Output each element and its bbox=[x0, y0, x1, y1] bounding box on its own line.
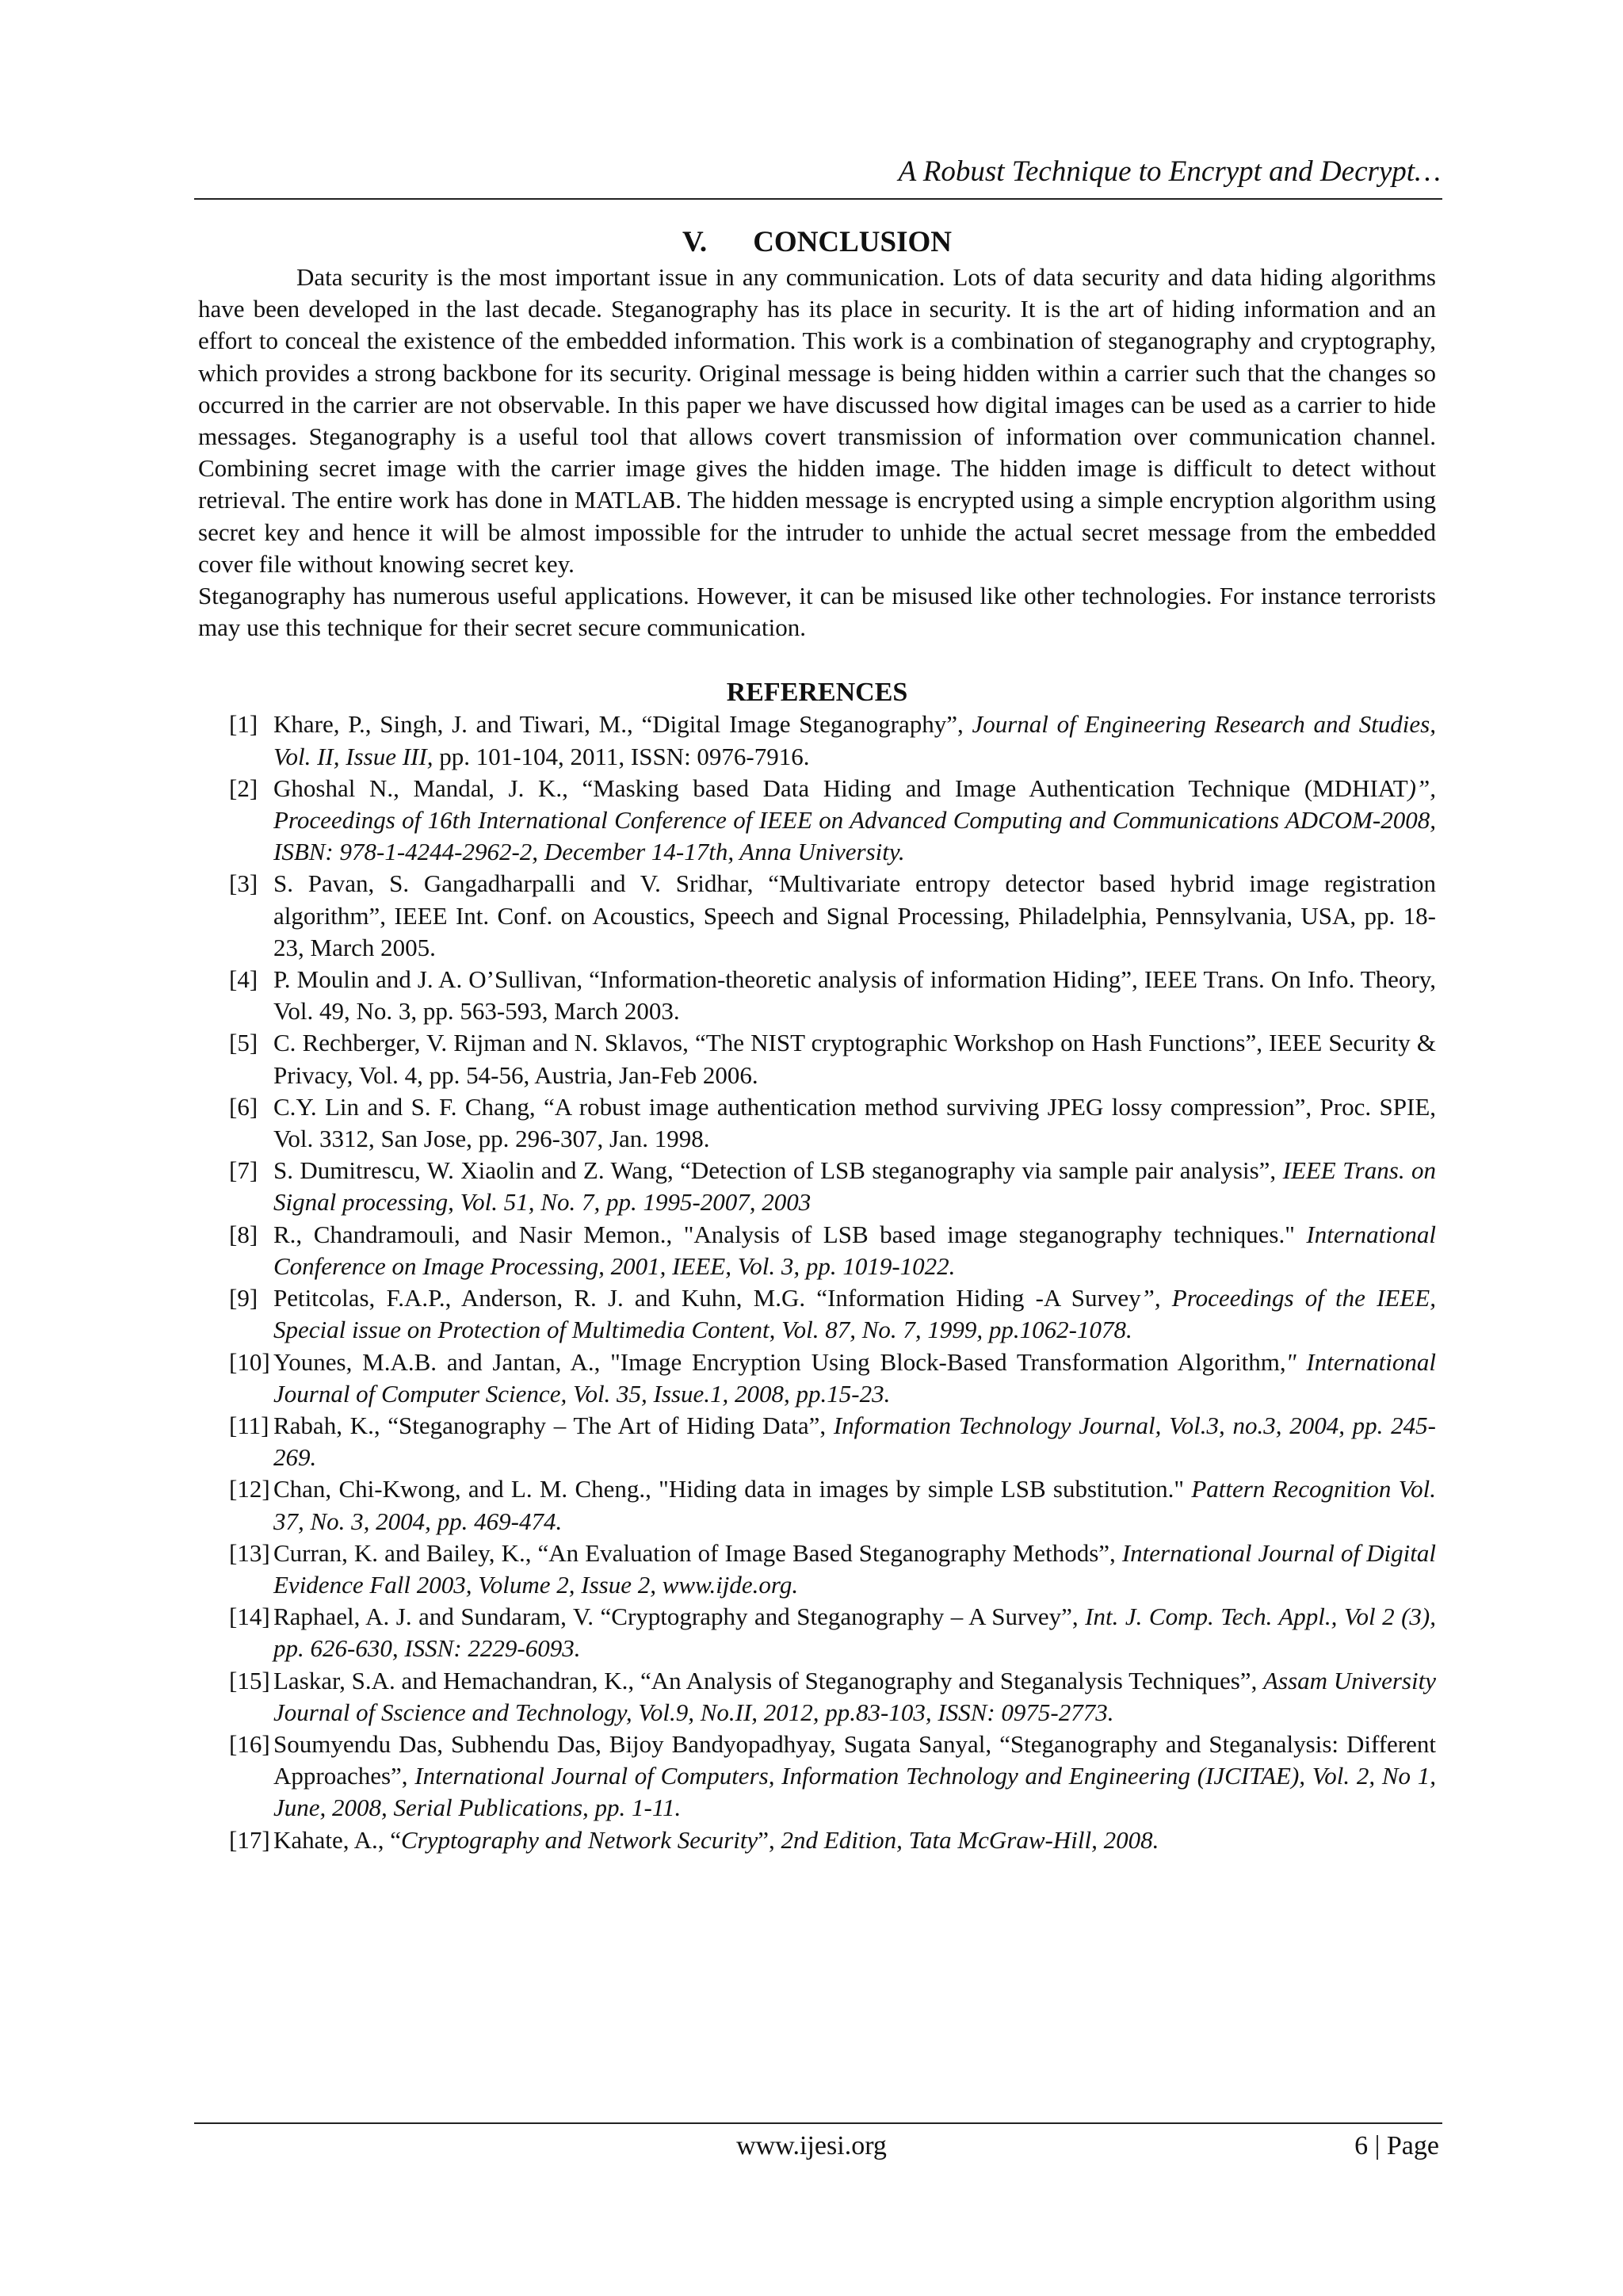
reference-number-label: [11] bbox=[229, 1411, 269, 1439]
reference-plain-text: S. Pavan, S. Gangadharpalli and V. Sridhar, “Multivariate entropy detector based hybrid image registration algorithm”, IEEE Int. Conf. on Acoustics, Speech and Signal Processing, Philadelphia, Pennsylvania, USA, pp. 18-23, March 2005. bbox=[273, 869, 1436, 961]
reference-italic-text: International Journal of Digital Evidence Fall 2003, Volume 2, Issue 2, www.ijde.org. bbox=[273, 1538, 1436, 1599]
reference-item bbox=[198, 1155, 1436, 1218]
reference-text bbox=[273, 1155, 1436, 1218]
reference-number bbox=[198, 1665, 273, 1729]
footer-rule bbox=[194, 2122, 1442, 2124]
reference-text bbox=[273, 1410, 1436, 1473]
conclusion-paragraph: Data security is the most important issue in any communication. Lots of data security and data hiding algorithms have been developed in the last decade. Steganography has its place in security. It is the art of hiding information and an effort to conceal the existence of the embedded information. This work is a combination of steganography and cryptography, which provides a strong backbone for its security. Original message is being hidden within a carrier such that the changes so occurred in the carrier are not observable. In this paper we have discussed how digital images can be used as a carrier to hide messages. Steganography is a useful tool that allows covert transmission of information over communication channel. Combining secret image with the carrier image gives the hidden image. The hidden image is difficult to detect without retrieval. The entire work has done in MATLAB. The hidden message is encrypted using a simple encryption algorithm using secret key and hence it will be almost impossible for the intruder to unhide the actual secret message from the embedded cover file without knowing secret key. bbox=[198, 263, 1436, 578]
section-heading-conclusion bbox=[198, 225, 1436, 260]
reference-item bbox=[198, 1219, 1436, 1282]
reference-plain-text: Chan, Chi-Kwong, and L. M. Cheng., "Hiding data in images by simple LSB substitution." bbox=[273, 1475, 1192, 1503]
reference-item bbox=[198, 1473, 1436, 1537]
reference-item bbox=[198, 1601, 1436, 1664]
reference-item bbox=[198, 964, 1436, 1027]
reference-plain-text: C. Rechberger, V. Rijman and N. Sklavos, “The NIST cryptographic Workshop on Hash Functions”, IEEE Security & Privacy, Vol. 4, pp. 54-56, Austria, Jan-Feb 2006. bbox=[273, 1029, 1436, 1089]
reference-text bbox=[273, 1538, 1436, 1601]
reference-item bbox=[198, 1091, 1436, 1155]
reference-text bbox=[273, 1665, 1436, 1729]
reference-plain-text: pp. 101-104, 2011, ISSN: 0976-7916. bbox=[433, 742, 810, 770]
reference-number bbox=[198, 964, 273, 1027]
reference-italic-text: Information Technology Journal, Vol.3, no.3, 2004, pp. 245-269. bbox=[273, 1411, 1436, 1472]
reference-plain-text: Younes, M.A.B. and Jantan, A., "Image Encryption Using Block-Based Transformation Algorithm, bbox=[273, 1347, 1286, 1376]
reference-plain-text: Ghoshal N., Mandal, J. K., “Masking based Data Hiding and Image Authentication Technique (MDHIAT bbox=[273, 774, 1408, 802]
reference-plain-text: Soumyendu Das, Subhendu Das, Bijoy Bandyopadhyay, Sugata Sanyal, “Steganography and Steganalysis: Different Approaches”, bbox=[273, 1729, 1436, 1790]
reference-plain-text: R., Chandramouli, and Nasir Memon., "Analysis of LSB based image steganography techniques." bbox=[273, 1220, 1307, 1248]
reference-text bbox=[273, 1027, 1436, 1091]
reference-item bbox=[198, 773, 1436, 869]
reference-list bbox=[198, 709, 1436, 1855]
footer-page-number: 6 | Page bbox=[1354, 2131, 1439, 2160]
reference-plain-text: ”, bbox=[758, 1825, 781, 1854]
reference-italic-text: International Journal of Computers, Information Technology and Engineering (IJCITAE), Vol. 2, No 1, June, 2008, Serial Publications, pp. 1-11. bbox=[273, 1762, 1436, 1822]
reference-plain-text: Laskar, S.A. and Hemachandran, K., “An Analysis of Steganography and Steganalysis Techniques”, bbox=[273, 1666, 1264, 1694]
reference-number-label: [1] bbox=[229, 710, 258, 739]
reference-number-label: [15] bbox=[229, 1666, 270, 1694]
reference-italic-text: Int. J. Comp. Tech. Appl., Vol 2 (3), pp. 626-630, ISSN: 2229-6093. bbox=[273, 1603, 1437, 1663]
reference-text bbox=[273, 1601, 1436, 1664]
reference-text bbox=[273, 1729, 1436, 1824]
reference-item bbox=[198, 1538, 1436, 1601]
section-number: V. bbox=[682, 226, 708, 258]
reference-plain-text: Curran, K. and Bailey, K., “An Evaluation of Image Based Steganography Methods”, bbox=[273, 1538, 1122, 1567]
reference-text bbox=[273, 1282, 1436, 1346]
reference-number bbox=[198, 709, 273, 772]
reference-italic-text: Assam University Journal of Sscience and Technology, Vol.9, No.II, 2012, pp.83-103, ISSN: 0975-2773. bbox=[273, 1666, 1436, 1726]
reference-text bbox=[273, 1091, 1436, 1155]
reference-plain-text: Raphael, A. J. and Sundaram, V. “Cryptography and Steganography – A Survey”, bbox=[273, 1603, 1086, 1631]
references-heading: REFERENCES bbox=[726, 678, 908, 708]
reference-plain-text: Kahate, A., “ bbox=[273, 1825, 401, 1854]
reference-item bbox=[198, 1347, 1436, 1410]
reference-number bbox=[198, 1155, 273, 1218]
reference-italic-text: 2nd Edition, Tata McGraw-Hill, 2008. bbox=[781, 1825, 1159, 1854]
reference-italic-text: International Conference on Image Processing, 2001, IEEE, Vol. 3, pp. 1019-1022. bbox=[273, 1220, 1436, 1280]
reference-text bbox=[273, 964, 1436, 1027]
reference-text bbox=[273, 773, 1436, 869]
reference-italic-text: IEEE Trans. on Signal processing, Vol. 51, No. 7, pp. 1995-2007, 2003 bbox=[273, 1156, 1436, 1217]
section-title: CONCLUSION bbox=[753, 226, 953, 258]
reference-italic-text: ”, Proceedings of the IEEE, Special issue on Protection of Multimedia Content, Vol. 87, No. 7, 1999, pp.1062-1078. bbox=[273, 1284, 1436, 1344]
reference-italic-text: Pattern Recognition Vol. 37, No. 3, 2004, pp. 469-474. bbox=[273, 1475, 1437, 1535]
reference-number-label: [13] bbox=[229, 1538, 270, 1567]
reference-text bbox=[273, 1219, 1436, 1282]
reference-plain-text: C.Y. Lin and S. F. Chang, “A robust image authentication method surviving JPEG lossy compression”, Proc. SPIE, Vol. 3312, San Jose, pp. 296-307, Jan. 1998. bbox=[273, 1092, 1436, 1153]
running-header: A Robust Technique to Encrypt and Decrypt… bbox=[898, 155, 1441, 188]
reference-number bbox=[198, 1473, 273, 1537]
reference-item bbox=[198, 1282, 1436, 1346]
reference-number bbox=[198, 1027, 273, 1091]
reference-item bbox=[198, 868, 1436, 964]
reference-plain-text: S. Dumitrescu, W. Xiaolin and Z. Wang, “Detection of LSB steganography via sample pair analysis”, bbox=[273, 1156, 1283, 1185]
reference-number bbox=[198, 1347, 273, 1410]
reference-plain-text: P. Moulin and J. A. O’Sullivan, “Information-theoretic analysis of information Hiding”, IEEE Trans. On Info. Theory, Vol. 49, No. 3, pp. 563-593, March 2003. bbox=[273, 965, 1436, 1026]
reference-number bbox=[198, 1729, 273, 1824]
reference-number bbox=[198, 1219, 273, 1282]
reference-text bbox=[273, 709, 1436, 772]
reference-italic-text: Journal of Engineering Research and Studies, Vol. II, Issue III, bbox=[273, 710, 1436, 770]
reference-number-label: [17] bbox=[229, 1825, 270, 1854]
reference-italic-text: )”, Proceedings of 16th International Conference of IEEE on Advanced Computing and Communications ADCOM-2008, ISBN: 978-1-4244-2962-2, December 14-17th, Anna University. bbox=[273, 774, 1436, 866]
reference-number-label: [2] bbox=[229, 774, 258, 802]
reference-plain-text: Rabah, K., “Steganography – The Art of Hiding Data”, bbox=[273, 1411, 834, 1439]
footer-website: www.ijesi.org bbox=[736, 2131, 887, 2160]
reference-number bbox=[198, 1410, 273, 1473]
reference-item bbox=[198, 1824, 1436, 1856]
reference-plain-text: Petitcolas, F.A.P., Anderson, R. J. and Kuhn, M.G. “Information Hiding -A Survey bbox=[273, 1284, 1141, 1312]
reference-number-label: [16] bbox=[229, 1729, 270, 1758]
reference-italic-text: " International Journal of Computer Science, Vol. 35, Issue.1, 2008, pp.15-23. bbox=[273, 1347, 1436, 1408]
reference-number-label: [9] bbox=[229, 1284, 258, 1312]
reference-number-label: [5] bbox=[229, 1029, 258, 1057]
reference-number bbox=[198, 1601, 273, 1664]
reference-number bbox=[198, 773, 273, 869]
reference-number-label: [7] bbox=[229, 1156, 258, 1185]
reference-item bbox=[198, 1410, 1436, 1473]
reference-item bbox=[198, 1027, 1436, 1091]
reference-text bbox=[273, 868, 1436, 964]
reference-number-label: [3] bbox=[229, 869, 258, 898]
reference-number-label: [10] bbox=[229, 1347, 270, 1376]
reference-number bbox=[198, 1282, 273, 1346]
reference-text bbox=[273, 1473, 1436, 1537]
reference-number-label: [8] bbox=[229, 1220, 258, 1248]
conclusion-paragraph: Steganography has numerous useful applications. However, it can be misused like other technologies. For instance terrorists may use this technique for their secret secure communication. bbox=[198, 582, 1436, 642]
header-rule bbox=[194, 198, 1442, 200]
reference-number-label: [14] bbox=[229, 1603, 270, 1631]
reference-item bbox=[198, 1729, 1436, 1824]
reference-item bbox=[198, 709, 1436, 772]
main-content bbox=[198, 225, 1436, 1856]
reference-item bbox=[198, 1665, 1436, 1729]
reference-number bbox=[198, 868, 273, 964]
reference-number-label: [12] bbox=[229, 1475, 270, 1503]
reference-number-label: [4] bbox=[229, 965, 258, 994]
reference-italic-text: Cryptography and Network Security bbox=[400, 1825, 758, 1854]
reference-number-label: [6] bbox=[229, 1092, 258, 1121]
reference-number bbox=[198, 1538, 273, 1601]
reference-number bbox=[198, 1824, 273, 1856]
reference-text bbox=[273, 1824, 1436, 1856]
reference-text bbox=[273, 1347, 1436, 1410]
reference-plain-text: Khare, P., Singh, J. and Tiwari, M., “Digital Image Steganography”, bbox=[273, 710, 972, 739]
reference-number bbox=[198, 1091, 273, 1155]
